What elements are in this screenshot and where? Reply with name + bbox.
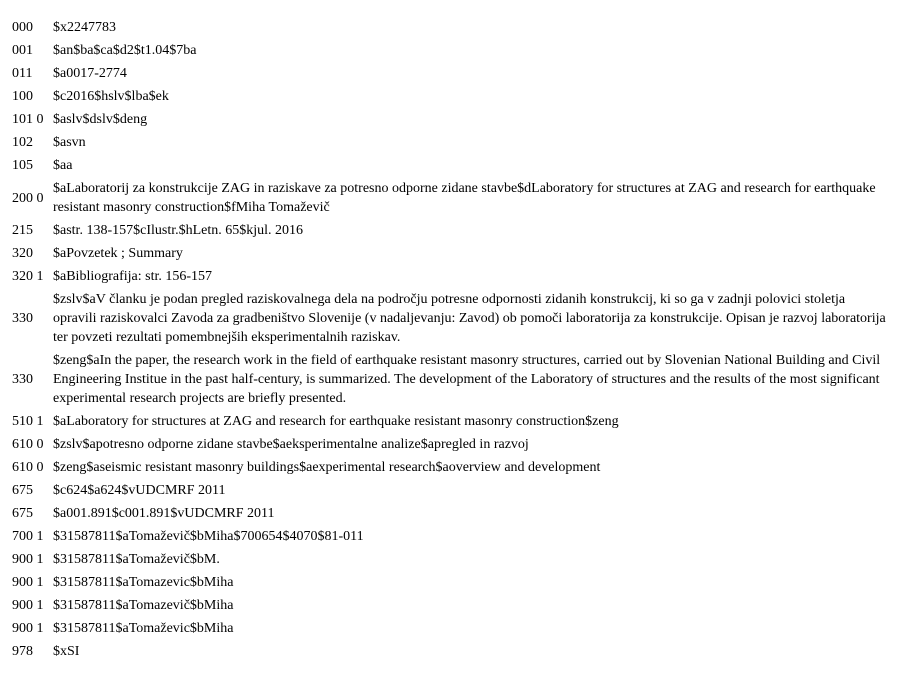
field-row-101 [12,108,892,131]
field-row-900-a [12,548,892,571]
field-content: $astr. 138-157$cIlustr.$hLetn. 65$kjul. 2016 [53,223,304,238]
field-row-700 [12,525,892,548]
marc-record-table [12,16,892,663]
field-content: $x2247783 [53,20,116,35]
field-tag: 320 1 [12,269,44,284]
field-content: $a001.891$c001.891$vUDCMRF 2011 [53,506,275,521]
field-content: $31587811$aTomazevič$bMiha [53,598,234,613]
field-tag: 001 [12,43,33,58]
field-tag: 900 1 [12,598,44,613]
field-tag: 320 [12,246,33,261]
field-row-900-c [12,594,892,617]
field-row-215 [12,219,892,242]
field-content: $aLaboratorij za konstrukcije ZAG in raziskave za potresno odporne zidane stavbe$dLaboratory for structures at ZAG and research for earthquake resistant masonry construction$fMiha Tomaževič [53,181,876,215]
field-row-330-slv [12,288,892,349]
field-tag: 200 0 [12,190,44,206]
field-tag: 700 1 [12,529,44,544]
field-content: $31587811$aTomaževič$bM. [53,552,220,567]
field-content: $aslv$dslv$deng [53,112,148,127]
field-tag: 102 [12,135,33,150]
field-tag: 900 1 [12,552,44,567]
field-content: $31587811$aTomaževic$bMiha [53,621,234,636]
field-row-900-b [12,571,892,594]
field-content: $aa [53,158,73,173]
field-tag: 011 [12,66,33,81]
field-content: $c2016$hslv$lba$ek [53,89,169,104]
field-tag: 610 0 [12,460,44,475]
field-row-200 [12,177,892,219]
field-row-900-d [12,617,892,640]
field-content: $zeng$aIn the paper, the research work in the field of earthquake resistant masonry structures, carried out by Slovenian National Building and Civil Engineering Institue in the past half-century, is summarized. The development of the Laboratory of structures and the results of the most significant experimental research projects are briefly presented. [53,353,881,406]
field-tag: 330 [12,372,33,387]
field-tag: 000 [12,20,33,35]
field-tag: 100 [12,89,33,104]
field-tag: 900 1 [12,621,44,636]
field-tag: 215 [12,223,33,238]
field-tag: 675 [12,506,33,521]
field-row-320-1 [12,265,892,288]
field-row-675-a [12,479,892,502]
field-row-610-slv [12,433,892,456]
field-content: $31587811$aTomazevic$bMiha [53,575,234,590]
field-row-105 [12,154,892,177]
field-content: $31587811$aTomaževič$bMiha$700654$4070$81-011 [53,529,364,544]
field-content: $a0017-2774 [53,66,127,81]
field-content: $aPovzetek ; Summary [53,246,183,261]
field-content: $xSI [53,644,80,659]
field-content: $zslv$apotresno odporne zidane stavbe$aeksperimentalne analize$apregled in razvoj [53,437,529,452]
field-content: $aBibliografija: str. 156-157 [53,269,213,284]
field-tag: 675 [12,483,33,498]
field-content: $an$ba$ca$d2$t1.04$7ba [53,43,197,58]
field-tag: 101 0 [12,112,44,127]
field-tag: 330 [12,311,33,326]
field-row-330-eng [12,349,892,410]
field-tag: 510 1 [12,414,44,429]
field-row-001 [12,39,892,62]
field-content: $zslv$aV članku je podan pregled raziskovalnega dela na področju potresne odpornosti zidanih konstrukcij, ki so ga v zadnji polovici stoletja opravili raziskovalci Zavoda za gradbeništvo Slovenije (v nadaljevanju: Zavod) ob pomoči laboratorija za konstrukcije. Opisan je razvoj laboratorija ter povzeti rezultati pomembnejših eksperimentalnih raziskav. [53,292,886,345]
field-row-102 [12,131,892,154]
field-row-675-b [12,502,892,525]
field-row-610-eng [12,456,892,479]
field-content: $asvn [53,135,86,150]
field-tag: 105 [12,158,33,173]
field-tag: 610 0 [12,437,44,452]
field-content: $aLaboratory for structures at ZAG and research for earthquake resistant masonry construction$zeng [53,414,619,429]
field-tag: 978 [12,644,33,659]
field-row-000 [12,16,892,39]
field-content: $zeng$aseismic resistant masonry buildings$aexperimental research$aoverview and development [53,460,601,475]
field-tag: 900 1 [12,575,44,590]
field-row-011 [12,62,892,85]
field-row-100 [12,85,892,108]
field-row-978 [12,640,892,663]
field-row-510 [12,410,892,433]
field-row-320 [12,242,892,265]
field-content: $c624$a624$vUDCMRF 2011 [53,483,226,498]
